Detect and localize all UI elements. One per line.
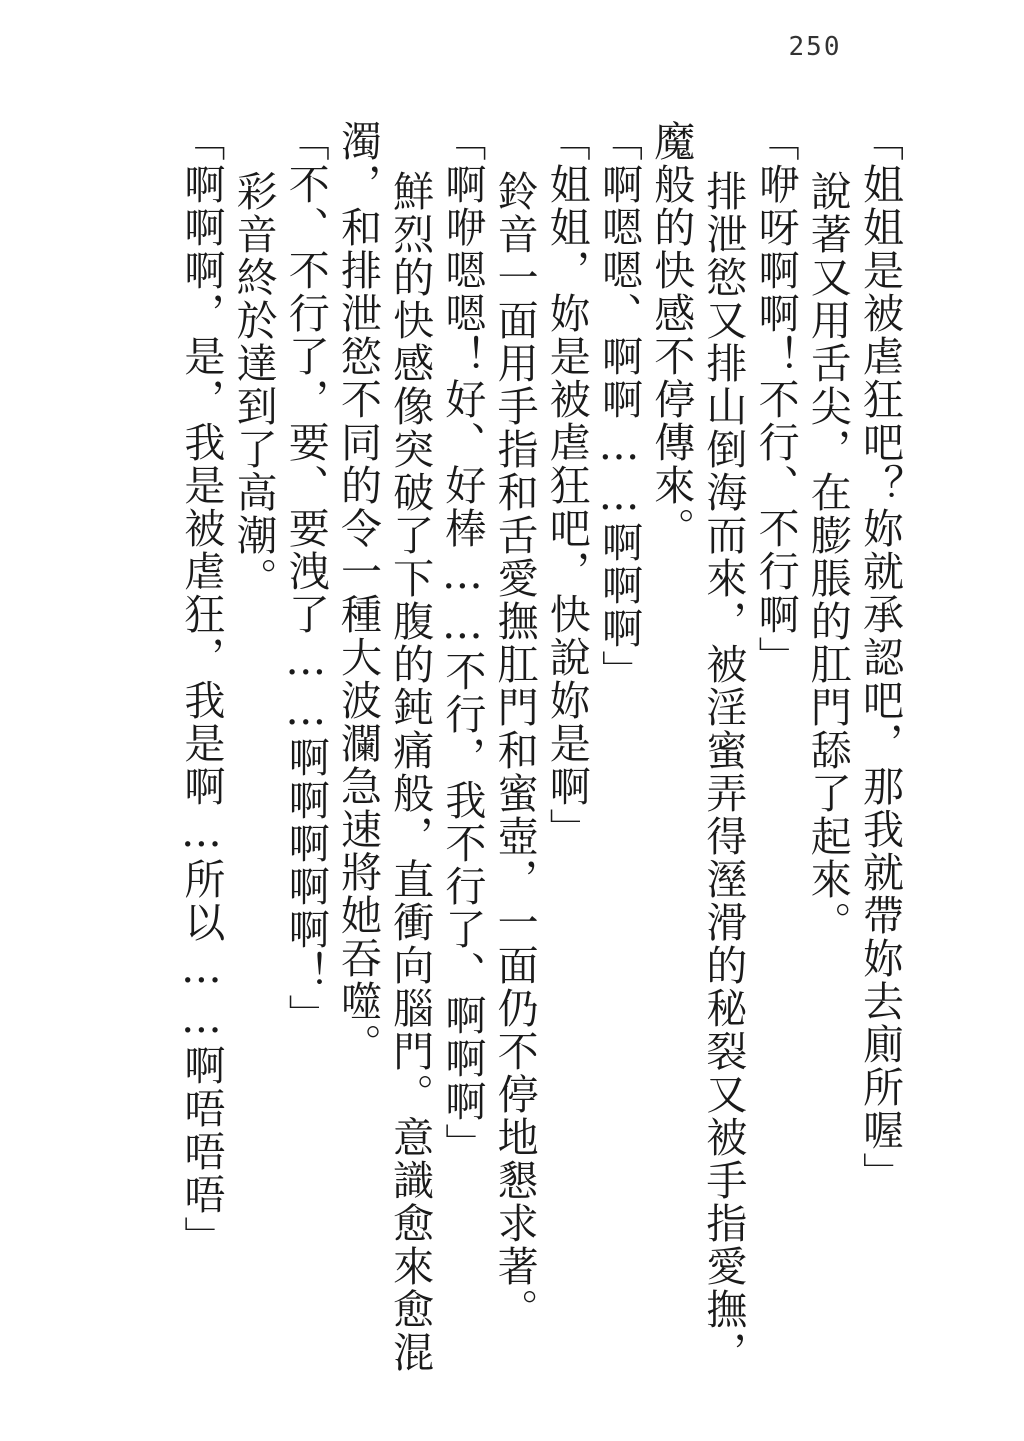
text-line: 說著又用舌尖，在膨脹的肛門舔了起來。 (803, 170, 852, 944)
text-line: 排泄慾又排山倒海而來，被淫蜜弄得溼滑的秘裂又被手指愛撫， (699, 170, 748, 1374)
text-line: 「咿呀啊啊！不行、不行啊」 (751, 120, 800, 679)
text-line: 鈴音一面用手指和舌愛撫肛門和蜜壺，一面仍不停地懇求著。 (490, 170, 539, 1331)
text-line: 彩音終於達到了高潮。 (229, 170, 278, 600)
page-number: 250 (788, 32, 842, 62)
text-line: 「姐姐是被虐狂吧？妳就承認吧，那我就帶妳去廁所喔」 (856, 120, 904, 1195)
text-line: 「啊嗯嗯、啊啊……啊啊啊」 (594, 120, 643, 693)
text-line: 魔般的快感不停傳來。 (647, 120, 696, 550)
text-line: 濁，和排泄慾不同的令一種大波瀾急速將她吞噬。 (333, 120, 382, 1066)
text-line: 「姐姐，妳是被虐狂吧，快說妳是啊」 (542, 120, 591, 851)
text-line: 「啊咿嗯嗯！好、好棒……不行，我不行了、啊啊啊」 (438, 120, 487, 1166)
text-line: 「不、不行了，要、要洩了……啊啊啊啊啊！」 (281, 120, 330, 1037)
text-line: 鮮烈的快感像突破了下腹的鈍痛般，直衝向腦門。意識愈來愈混 (386, 170, 435, 1374)
vertical-text-body (106, 120, 906, 1374)
text-line: 「啊啊啊，是，我是被虐狂，我是啊…所以……啊唔唔唔」 (177, 120, 226, 1259)
